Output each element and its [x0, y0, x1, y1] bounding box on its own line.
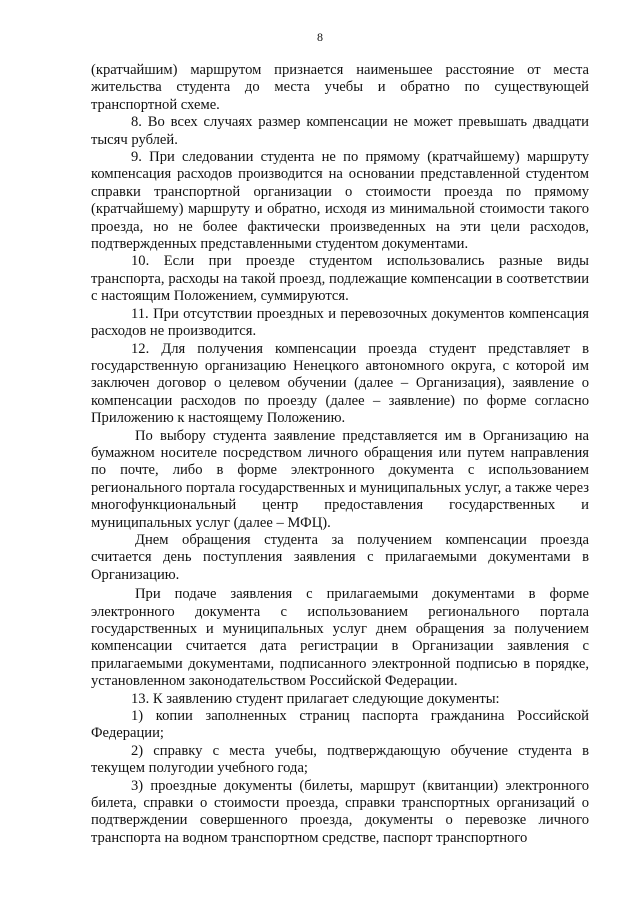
list-item-2: 2) справку с места учебы, подтверждающую обучение студента в текущем полугодии учебного года; [91, 742, 589, 777]
paragraph-8: 8. Во всех случаях размер компенсации не может превышать двадцати тысяч рублей. [91, 114, 589, 148]
page-number: 8 [317, 30, 323, 44]
paragraph-12-electronic: При подаче заявления с прилагаемыми документами в форме электронного документа с использованием регионального портала государственных и муниципальных услуг днем обращения за получением компенсации считается дата регистрации в Организации заявления с прилагаемыми документами, подписанного электронной подписью в порядке, установленном законодательством Российской Федерации. [91, 586, 589, 690]
list-item-3: 3) проездные документы (билеты, маршрут (квитанции) электронного билета, справки о стоимости проезда, справки транспортных организаций о подтверждении совершенного проезда, документы о перевозке личного транспорта на водном транспортном средстве, паспорт транспортного [91, 777, 589, 846]
paragraph-12-request-date: Днем обращения студента за получением компенсации проезда считается день поступления заявления с прилагаемыми документами в Организацию. [91, 531, 589, 583]
paragraph-12: 12. Для получения компенсации проезда студент представляет в государственную организацию Ненецкого автономного округа, с которой им заключен договор о целевом обучении (далее – Организация), заявление о компенсации расходов по проезду (далее – заявление) по форме согласно Приложению к настоящему Положению. [91, 340, 589, 427]
paragraph-12-submission: По выбору студента заявление представляется им в Организацию на бумажном носителе посредством личного обращения или путем направления по почте, либо в форме электронного документа с использованием регионального портала государственных и муниципальных услуг, а также через многофункциональный центр предоставления государственных и муниципальных услуг (далее – МФЦ). [91, 427, 589, 531]
list-item-1: 1) копии заполненных страниц паспорта гражданина Российской Федерации; [91, 708, 589, 742]
paragraph-10: 10. Если при проезде студентом использовались разные виды транспорта, расходы на такой проезд, подлежащие компенсации в соответствии с настоящим Положением, суммируются. [91, 253, 589, 305]
paragraph-continuation: (кратчайшим) маршрутом признается наименьшее расстояние от места жительства студента до места учебы и обратно по существующей транспортной схеме. [91, 62, 589, 113]
paragraph-9: 9. При следовании студента не по прямому (кратчайшему) маршруту компенсация расходов производится на основании представленной студентом справки транспортной организации о стоимости проезда по прямому (кратчайшему) маршруту и обратно, исходя из минимальной стоимости такого проезда, но не более фактически произведенных на эти цели расходов, подтвержденных представленными студентом документами. [91, 149, 589, 253]
document-body [91, 62, 589, 847]
paragraph-11: 11. При отсутствии проездных и перевозочных документов компенсация расходов не производится. [91, 305, 589, 340]
paragraph-13: 13. К заявлению студент прилагает следующие документы: [131, 690, 500, 707]
